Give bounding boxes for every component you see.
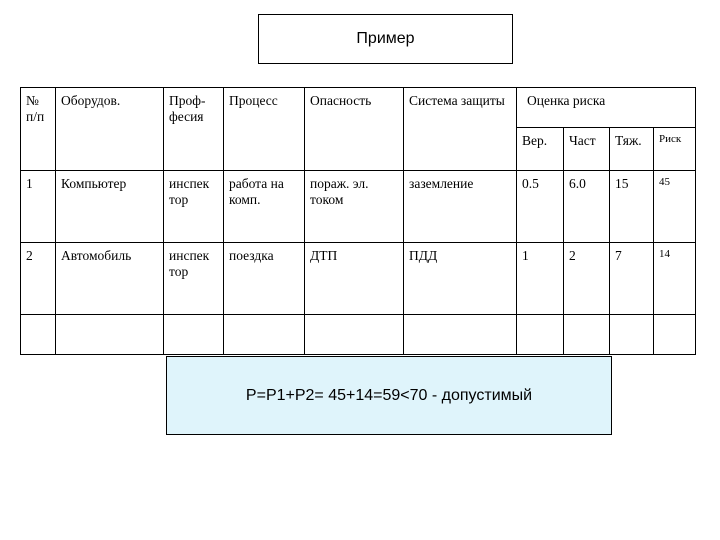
header-risk-assessment: Оценка риска [517, 88, 696, 128]
cell-danger: ДТП [305, 243, 404, 315]
cell-equipment: Компьютер [56, 171, 164, 243]
formula-box [166, 356, 612, 435]
cell-empty [305, 315, 404, 355]
cell-protection: заземление [404, 171, 517, 243]
header-profession: Проф-фесия [164, 88, 224, 171]
table-row-empty [21, 315, 696, 355]
cell-empty [564, 315, 610, 355]
cell-empty [21, 315, 56, 355]
table-row [21, 243, 696, 315]
cell-danger: пораж. эл. током [305, 171, 404, 243]
cell-equipment: Автомобиль [56, 243, 164, 315]
header-row [21, 88, 696, 128]
cell-num: 1 [21, 171, 56, 243]
header-protection: Система защиты [404, 88, 517, 171]
header-risk: Риск [654, 128, 696, 171]
cell-process: работа на комп. [224, 171, 305, 243]
header-num: № п/п [21, 88, 56, 171]
cell-empty [654, 315, 696, 355]
cell-empty [517, 315, 564, 355]
header-probability: Вер. [517, 128, 564, 171]
cell-severity: 7 [610, 243, 654, 315]
cell-frequency: 6.0 [564, 171, 610, 243]
cell-empty [610, 315, 654, 355]
header-process: Процесс [224, 88, 305, 171]
cell-num: 2 [21, 243, 56, 315]
cell-empty [224, 315, 305, 355]
cell-profession: инспек тор [164, 243, 224, 315]
cell-empty [56, 315, 164, 355]
slide-title: Пример [258, 14, 513, 64]
cell-protection: ПДД [404, 243, 517, 315]
cell-probability: 0.5 [517, 171, 564, 243]
cell-severity: 15 [610, 171, 654, 243]
cell-profession: инспек тор [164, 171, 224, 243]
cell-risk: 14 [654, 243, 696, 315]
formula-text: P=P1+P2= 45+14=59<70 - допустимый [245, 386, 533, 404]
header-danger: Опасность [305, 88, 404, 171]
table-row [21, 171, 696, 243]
cell-empty [164, 315, 224, 355]
risk-table [20, 87, 696, 355]
cell-risk: 45 [654, 171, 696, 243]
header-equipment: Оборудов. [56, 88, 164, 171]
header-severity: Тяж. [610, 128, 654, 171]
cell-empty [404, 315, 517, 355]
cell-probability: 1 [517, 243, 564, 315]
cell-frequency: 2 [564, 243, 610, 315]
cell-process: поездка [224, 243, 305, 315]
header-frequency: Част [564, 128, 610, 171]
